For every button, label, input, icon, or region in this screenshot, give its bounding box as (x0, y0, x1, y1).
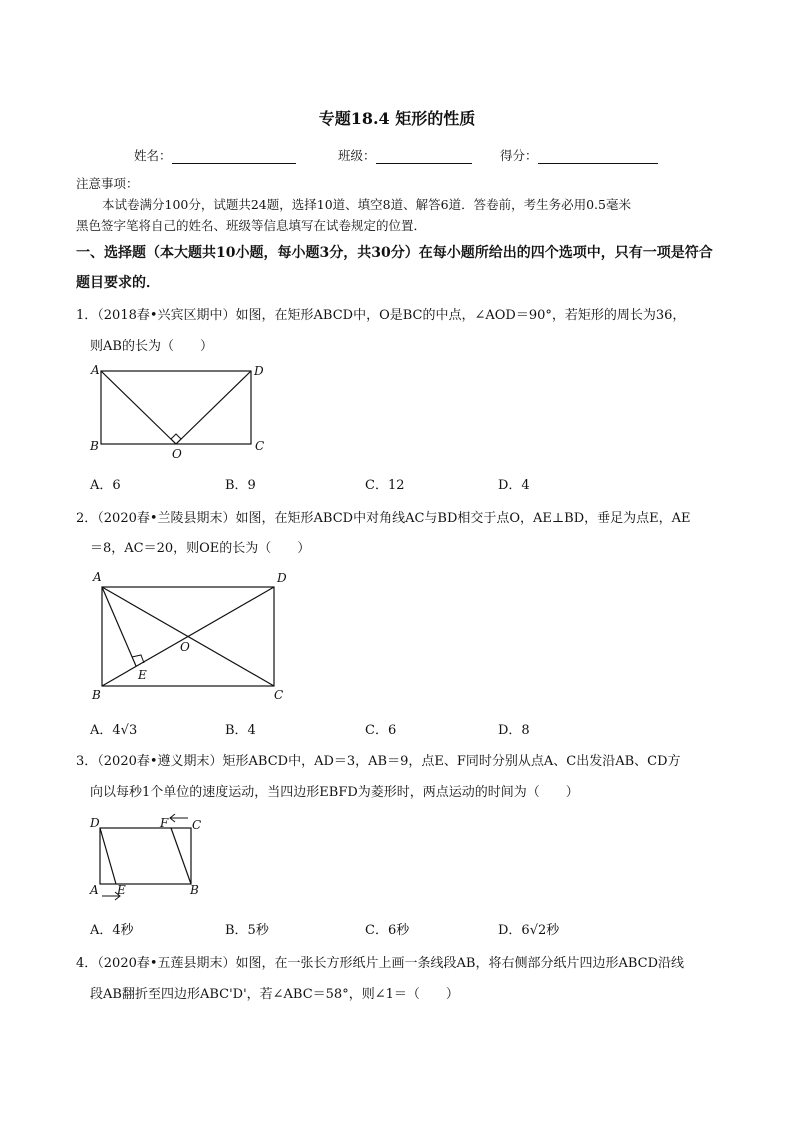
q1-option-b[interactable]: B．9 (225, 478, 256, 493)
q4-stem-line-2: 段AB翻折至四边形ABC'D'，若∠ABC＝58°，则∠1＝（ ） (90, 987, 459, 1002)
notice-line-1: 本试卷满分100分，试题共24题，选择10道、填空8道、解答6道．答卷前，考生务必用0.5毫米 (102, 197, 631, 212)
q1-option-d[interactable]: D．4 (498, 478, 530, 493)
q3-option-c[interactable]: C．6秒 (365, 923, 410, 938)
q2-option-c[interactable]: C．6 (365, 723, 397, 738)
q1-stem-line-1: 1．（2018春•兴宾区期中）如图，在矩形ABCD中，O是BC的中点，∠AOD＝90°，若矩形的周长为36， (76, 308, 686, 323)
q1-stem-line-2: 则AB的长为（ ） (90, 339, 213, 354)
q3-label-a: A (90, 883, 99, 897)
q3-label-d: D (90, 816, 100, 830)
q1-label-c: C (255, 439, 265, 453)
q1-label-o: O (172, 447, 182, 461)
page-title: 专题18.4 矩形的性质 (318, 109, 476, 128)
class-field (338, 146, 472, 164)
class-blank[interactable] (376, 149, 472, 164)
q3-label-b: B (190, 883, 199, 897)
q3-figure (88, 810, 218, 905)
score-blank[interactable] (538, 149, 658, 164)
q1-label-a: A (91, 363, 100, 377)
q2-label-a: A (93, 570, 102, 584)
name-label: 姓名： (134, 148, 172, 163)
q3-label-c: C (192, 818, 202, 832)
q1-option-c[interactable]: C．12 (365, 478, 405, 493)
q4-stem-line-1: 4．（2020春•五莲县期末）如图，在一张长方形纸片上画一条线段AB，将右侧部分纸片四边形ABCD沿线 (76, 956, 685, 971)
q3-option-b[interactable]: B．5秒 (225, 923, 269, 938)
class-label: 班级： (338, 148, 376, 163)
q2-option-d[interactable]: D．8 (498, 723, 530, 738)
q1-figure (88, 362, 278, 462)
q3-option-d[interactable]: D．6√2秒 (498, 923, 560, 938)
q2-stem-line-2: ＝8，AC＝20，则OE的长为（ ） (90, 541, 311, 556)
q2-label-c: C (274, 688, 284, 702)
q2-label-d: D (277, 571, 287, 585)
q1-label-d: D (254, 364, 264, 378)
q2-figure (88, 566, 298, 706)
section-heading-line-2: 题目要求的． (76, 275, 160, 291)
q2-option-a[interactable]: A．4√3 (90, 723, 138, 738)
q2-stem-line-1: 2．（2020春•兰陵县期末）如图，在矩形ABCD中对角线AC与BD相交于点O，AE⊥BD，垂足为点E，AE (76, 511, 691, 526)
name-blank[interactable] (172, 149, 296, 164)
q2-label-e: E (138, 668, 147, 682)
score-field (500, 146, 658, 164)
q1-label-b: B (90, 439, 99, 453)
q2-label-o: O (180, 640, 190, 654)
notice-line-2: 黑色签字笔将自己的姓名、班级等信息填写在试卷规定的位置． (76, 218, 427, 233)
q3-option-a[interactable]: A．4秒 (90, 923, 134, 938)
q1-option-a[interactable]: A．6 (90, 478, 121, 493)
name-field (134, 146, 296, 164)
q3-stem-line-1: 3．（2020春•遵义期末）矩形ABCD中，AD＝3，AB＝9，点E、F同时分别从点A、C出发沿AB、CD方 (76, 754, 681, 769)
section-heading-line-1: 一、选择题（本大题共10小题，每小题3分，共30分）在每小题所给出的四个选项中，只有一项是符合 (76, 245, 713, 261)
notice-heading: 注意事项： (76, 176, 139, 191)
score-label: 得分： (500, 148, 538, 163)
q3-label-e: E (117, 883, 126, 897)
q3-label-f: F (160, 816, 169, 830)
q3-stem-line-2: 向以每秒1个单位的速度运动，当四边形EBFD为菱形时，两点运动的时间为（ ） (90, 785, 579, 800)
q2-option-b[interactable]: B．4 (225, 723, 256, 738)
q2-label-b: B (92, 688, 101, 702)
